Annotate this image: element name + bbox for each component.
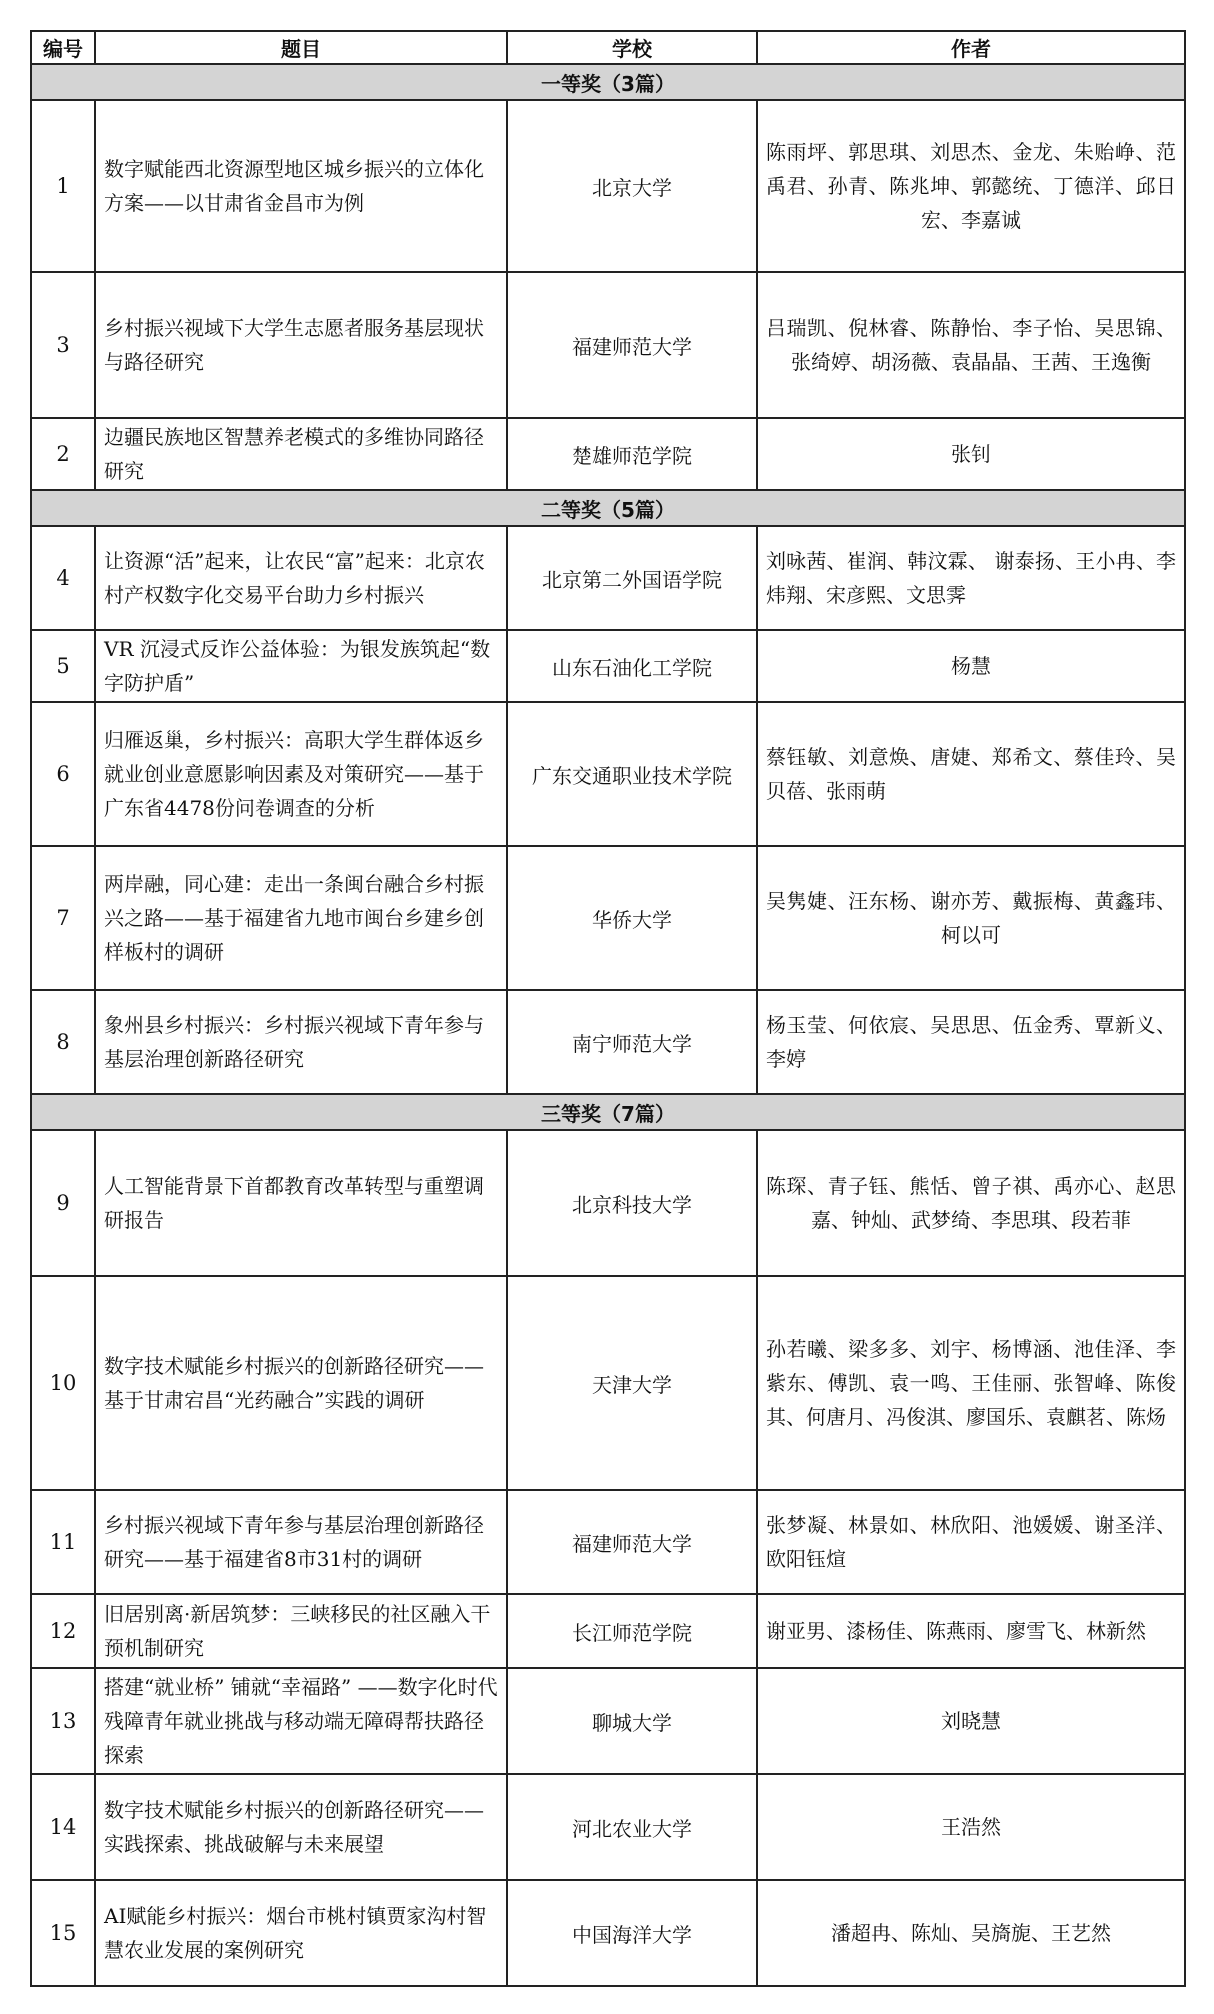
entry-authors: 张钊	[757, 418, 1185, 490]
section-row	[31, 490, 1185, 526]
entry-title: 旧居别离·新居筑梦：三峡移民的社区融入干预机制研究	[95, 1594, 507, 1668]
entry-number: 15	[31, 1880, 95, 1986]
entry-school: 华侨大学	[507, 846, 757, 990]
entry-number: 8	[31, 990, 95, 1094]
entry-authors: 吴隽婕、汪东杨、谢亦芳、戴振梅、黄鑫玮、柯以可	[757, 846, 1185, 990]
entry-title: VR 沉浸式反诈公益体验：为银发族筑起“数字防护盾”	[95, 630, 507, 702]
entry-title: 边疆民族地区智慧养老模式的多维协同路径研究	[95, 418, 507, 490]
entry-school: 中国海洋大学	[507, 1880, 757, 1986]
table-row	[31, 1774, 1185, 1880]
entry-authors: 蔡钰敏、刘意焕、唐婕、郑希文、蔡佳玲、吴贝蓓、张雨萌	[757, 702, 1185, 846]
entry-number: 12	[31, 1594, 95, 1668]
section-row	[31, 64, 1185, 100]
table-row	[31, 702, 1185, 846]
entry-number: 9	[31, 1130, 95, 1276]
entry-authors: 陈琛、青子钰、熊恬、曾子祺、禹亦心、赵思嘉、钟灿、武梦绮、李思琪、段若菲	[757, 1130, 1185, 1276]
table-row	[31, 1490, 1185, 1594]
entry-number: 7	[31, 846, 95, 990]
header-row	[31, 31, 1185, 64]
table-row	[31, 630, 1185, 702]
entry-title: AI赋能乡村振兴：烟台市桃村镇贾家沟村智慧农业发展的案例研究	[95, 1880, 507, 1986]
entry-title: 象州县乡村振兴：乡村振兴视域下青年参与基层治理创新路径研究	[95, 990, 507, 1094]
entry-number: 5	[31, 630, 95, 702]
entry-school: 山东石油化工学院	[507, 630, 757, 702]
entry-authors: 张梦凝、林景如、林欣阳、池媛媛、谢圣洋、欧阳钰煊	[757, 1490, 1185, 1594]
entry-number: 6	[31, 702, 95, 846]
table-row	[31, 990, 1185, 1094]
entry-authors: 王浩然	[757, 1774, 1185, 1880]
section-label: 二等奖（5篇）	[31, 490, 1185, 526]
section-row	[31, 1094, 1185, 1130]
entry-title: 人工智能背景下首都教育改革转型与重塑调研报告	[95, 1130, 507, 1276]
header-authors: 作者	[757, 31, 1185, 64]
table-row	[31, 1130, 1185, 1276]
entry-title: 让资源“活”起来，让农民“富”起来：北京农村产权数字化交易平台助力乡村振兴	[95, 526, 507, 630]
award-table	[30, 30, 1186, 1987]
entry-number: 2	[31, 418, 95, 490]
entry-title: 归雁返巢，乡村振兴：高职大学生群体返乡就业创业意愿影响因素及对策研究——基于广东省4478份问卷调查的分析	[95, 702, 507, 846]
table-row	[31, 418, 1185, 490]
entry-authors: 吕瑞凯、倪林睿、陈静怡、李子怡、吴思锦、张绮婷、胡汤薇、袁晶晶、王茜、王逸衡	[757, 272, 1185, 418]
entry-authors: 刘晓慧	[757, 1668, 1185, 1774]
table-row	[31, 846, 1185, 990]
entry-school: 福建师范大学	[507, 1490, 757, 1594]
entry-school: 长江师范学院	[507, 1594, 757, 1668]
entry-authors: 刘咏茜、崔润、韩汶霖、 谢泰扬、王小冉、李炜翔、宋彦熙、文思霁	[757, 526, 1185, 630]
entry-school: 楚雄师范学院	[507, 418, 757, 490]
entry-number: 1	[31, 100, 95, 272]
entry-school: 天津大学	[507, 1276, 757, 1490]
entry-number: 4	[31, 526, 95, 630]
entry-title: 搭建“就业桥” 铺就“幸福路” ——数字化时代残障青年就业挑战与移动端无障碍帮扶路径探索	[95, 1668, 507, 1774]
section-label: 一等奖（3篇）	[31, 64, 1185, 100]
entry-title: 数字技术赋能乡村振兴的创新路径研究——实践探索、挑战破解与未来展望	[95, 1774, 507, 1880]
entry-school: 北京第二外国语学院	[507, 526, 757, 630]
entry-authors: 陈雨坪、郭思琪、刘思杰、金龙、朱贻峥、范禹君、孙青、陈兆坤、郭懿统、丁德洋、邱日宏、李嘉诚	[757, 100, 1185, 272]
entry-title: 乡村振兴视域下大学生志愿者服务基层现状与路径研究	[95, 272, 507, 418]
entry-school: 广东交通职业技术学院	[507, 702, 757, 846]
entry-school: 聊城大学	[507, 1668, 757, 1774]
entry-school: 北京科技大学	[507, 1130, 757, 1276]
entry-title: 两岸融，同心建：走出一条闽台融合乡村振兴之路——基于福建省九地市闽台乡建乡创样板村的调研	[95, 846, 507, 990]
entry-number: 14	[31, 1774, 95, 1880]
table-row	[31, 1668, 1185, 1774]
entry-school: 南宁师范大学	[507, 990, 757, 1094]
header-num: 编号	[31, 31, 95, 64]
table-row	[31, 1880, 1185, 1986]
entry-number: 11	[31, 1490, 95, 1594]
header-title: 题目	[95, 31, 507, 64]
entry-authors: 杨慧	[757, 630, 1185, 702]
entry-authors: 潘超冉、陈灿、吴旖旎、王艺然	[757, 1880, 1185, 1986]
table-row	[31, 100, 1185, 272]
entry-school: 河北农业大学	[507, 1774, 757, 1880]
table-row	[31, 526, 1185, 630]
entry-number: 10	[31, 1276, 95, 1490]
section-label: 三等奖（7篇）	[31, 1094, 1185, 1130]
entry-number: 13	[31, 1668, 95, 1774]
table-row	[31, 272, 1185, 418]
entry-title: 数字技术赋能乡村振兴的创新路径研究——基于甘肃宕昌“光药融合”实践的调研	[95, 1276, 507, 1490]
entry-title: 乡村振兴视域下青年参与基层治理创新路径研究——基于福建省8市31村的调研	[95, 1490, 507, 1594]
entry-school: 福建师范大学	[507, 272, 757, 418]
entry-title: 数字赋能西北资源型地区城乡振兴的立体化方案——以甘肃省金昌市为例	[95, 100, 507, 272]
entry-number: 3	[31, 272, 95, 418]
table-row	[31, 1594, 1185, 1668]
entry-authors: 孙若曦、梁多多、刘宇、杨博涵、池佳泽、李紫东、傅凯、袁一鸣、王佳丽、张智峰、陈俊其、何唐月、冯俊淇、廖国乐、袁麒茗、陈炀	[757, 1276, 1185, 1490]
entry-authors: 谢亚男、漆杨佳、陈燕雨、廖雪飞、林新然	[757, 1594, 1185, 1668]
entry-authors: 杨玉莹、何依宸、吴思思、伍金秀、覃新义、李婷	[757, 990, 1185, 1094]
entry-school: 北京大学	[507, 100, 757, 272]
header-school: 学校	[507, 31, 757, 64]
table-row	[31, 1276, 1185, 1490]
